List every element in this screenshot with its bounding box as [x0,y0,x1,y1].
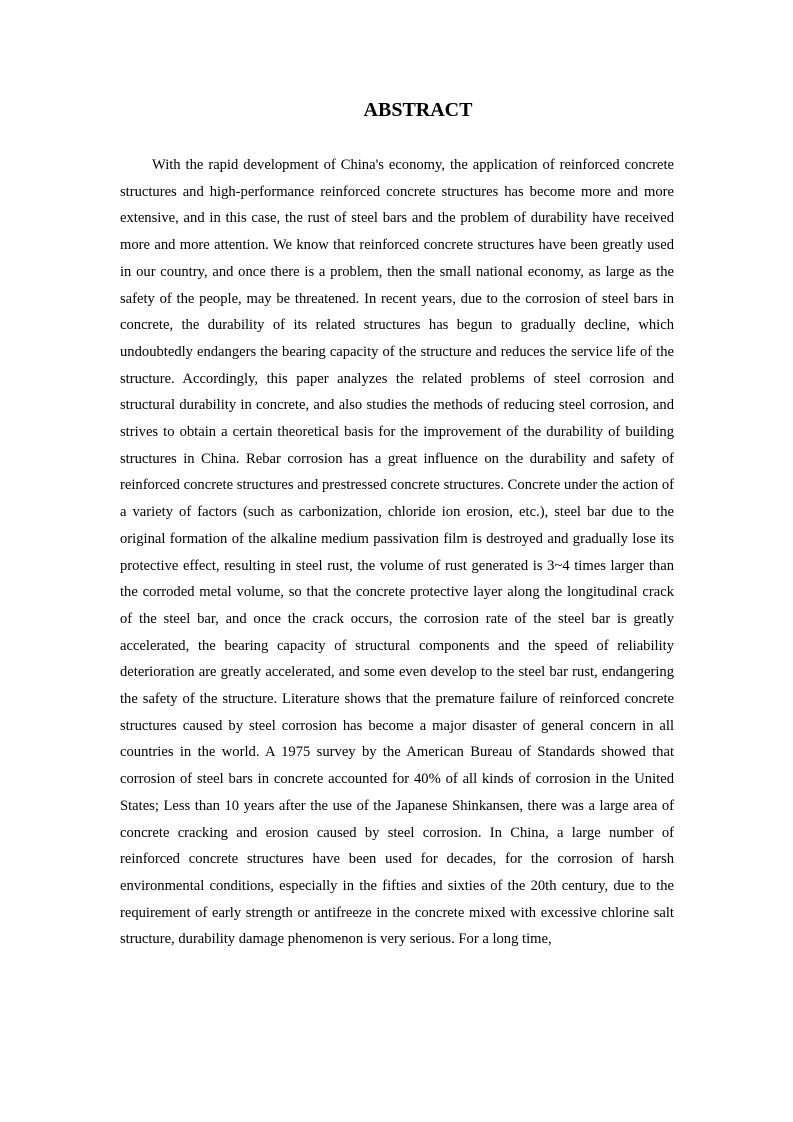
abstract-heading: ABSTRACT [363,99,473,121]
abstract-paragraph: With the rapid development of China's economy, the application of reinforced concrete structures and high-performance reinforced concrete structures has become more and more extensive, and in this case, the rust of steel bars and the problem of durability have received more and more attention. We know that reinforced concrete structures have been greatly used in our country, and once there is a problem, then the small national economy, as large as the safety of the people, may be threatened. In recent years, due to the corrosion of steel bars in concrete, the durability of its related structures has begun to gradually decline, which undoubtedly endangers the bearing capacity of the structure and reduces the service life of the structure. Accordingly, this paper analyzes the related problems of steel corrosion and structural durability in concrete, and also studies the methods of reducing steel corrosion, and strives to obtain a certain theoretical basis for the improvement of the durability of building structures in China. Rebar corrosion has a great influence on the durability and safety of reinforced concrete structures and prestressed concrete structures. Concrete under the action of a variety of factors (such as carbonization, chloride ion erosion, etc.), steel bar due to the original formation of the alkaline medium passivation film is destroyed and gradually lose its protective effect, resulting in steel rust, the volume of rust generated is 3~4 times larger than the corroded metal volume, so that the concrete protective layer along the longitudinal crack of the steel bar, and once the crack occurs, the corrosion rate of the steel bar is greatly accelerated, the bearing capacity of structural components and the speed of reliability deterioration are greatly accelerated, and some even develop to the steel bar rust, endangering the safety of the structure. Literature shows that the premature failure of reinforced concrete structures caused by steel corrosion has become a major disaster of general concern in all countries in the world. A 1975 survey by the American Bureau of Standards showed that corrosion of steel bars in concrete accounted for 40% of all kinds of corrosion in the United States; Less than 10 years after the use of the Japanese Shinkansen, there was a large area of concrete cracking and erosion caused by steel corrosion. In China, a large number of reinforced concrete structures have been used for decades, for the corrosion of harsh environmental conditions, especially in the fifties and sixties of the 20th century, due to the requirement of early strength or antifreeze in the concrete mixed with excessive chlorine salt structure, durability damage phenomenon is very serious. For a long time, [120,157,674,948]
